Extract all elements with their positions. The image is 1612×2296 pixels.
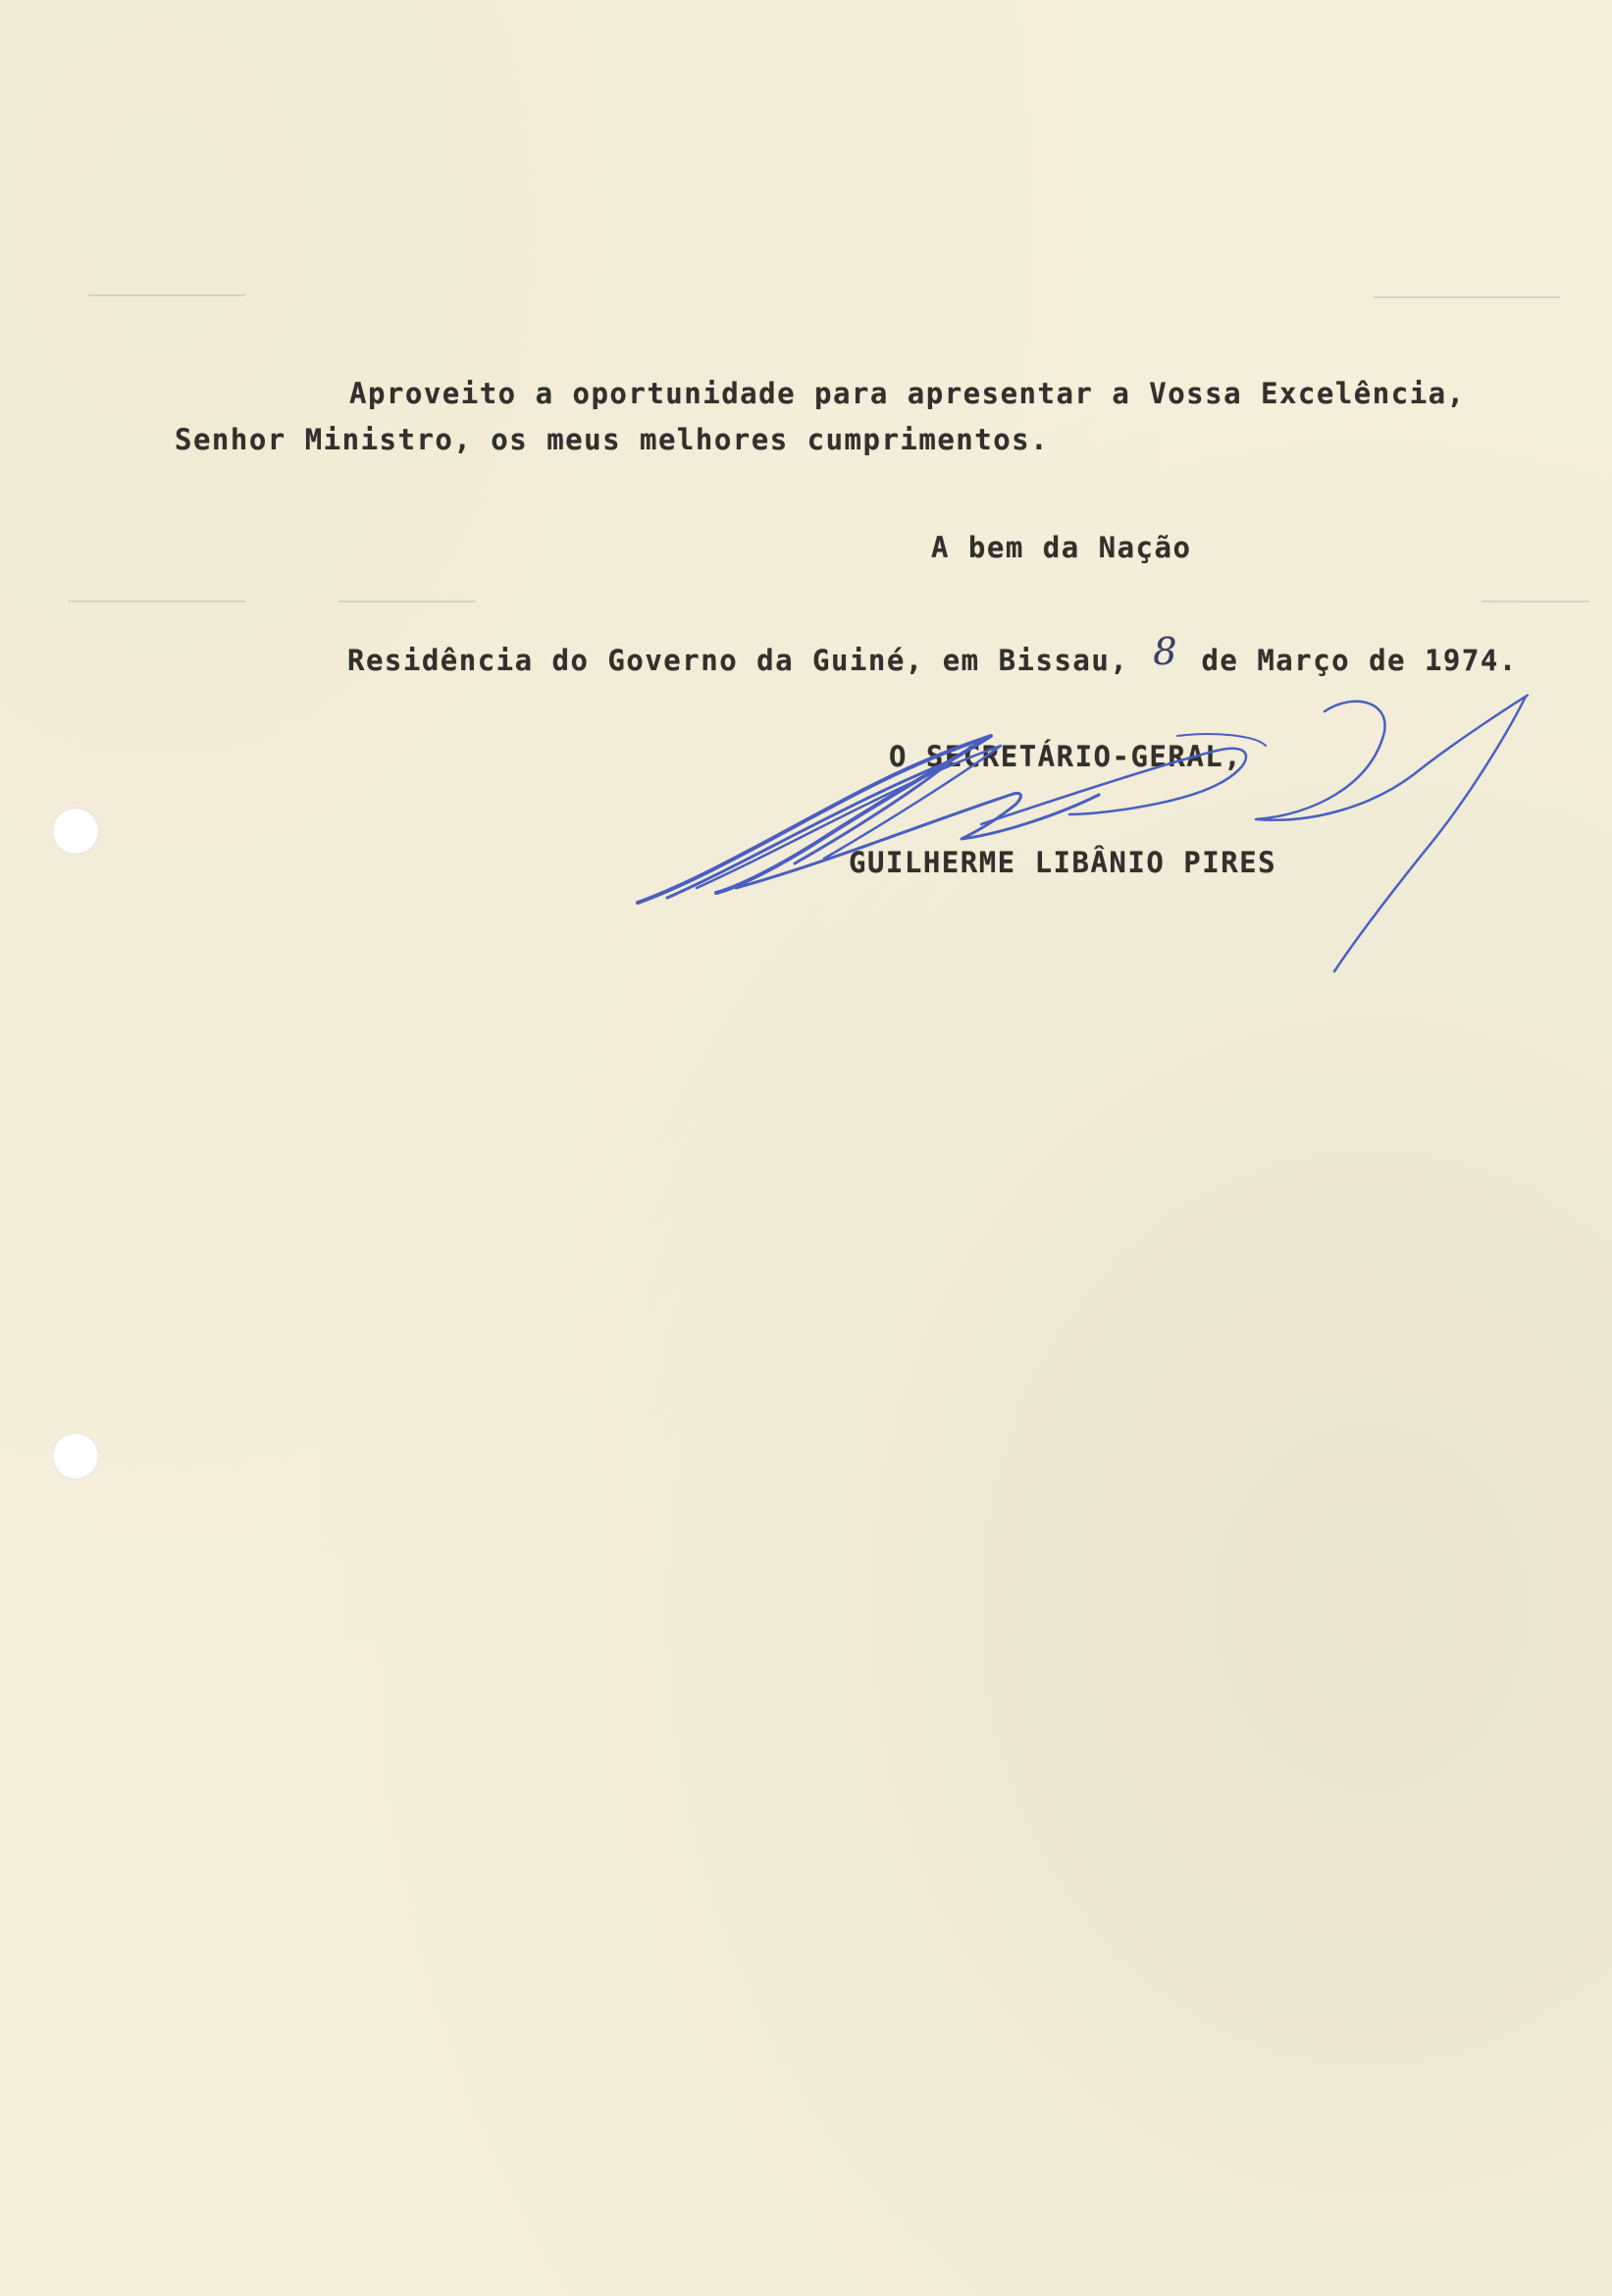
handwritten-day: 8 [1153, 630, 1177, 673]
fold-mark-top-right [1374, 296, 1560, 298]
place-date-suffix: de Março de 1974. [1201, 644, 1518, 677]
signature-strokes [638, 696, 1528, 971]
closing-paragraph-line-1: Aproveito a oportunidade para apresentar a Vossa Excelência, [349, 377, 1466, 410]
fold-mark-middle-center [338, 600, 476, 602]
handwritten-signature [628, 677, 1540, 991]
place-date-prefix: Residência do Governo da Guiné, em Bissau, [347, 644, 1129, 677]
fold-mark-middle-left [69, 600, 245, 602]
salutation: A bem da Nação [931, 531, 1192, 564]
fold-mark-middle-right [1482, 600, 1589, 602]
signatory-title: O SECRETÁRIO-GERAL, [889, 740, 1243, 773]
closing-paragraph-line-2: Senhor Ministro, os meus melhores cumprimentos. [175, 423, 1050, 456]
punch-hole-upper [52, 808, 99, 855]
signature-stroke-6 [1256, 696, 1528, 971]
signatory-name: GUILHERME LIBÂNIO PIRES [849, 846, 1277, 879]
fold-mark-top-left [88, 294, 245, 296]
place-and-date [347, 630, 1518, 679]
punch-hole-lower [52, 1433, 99, 1480]
